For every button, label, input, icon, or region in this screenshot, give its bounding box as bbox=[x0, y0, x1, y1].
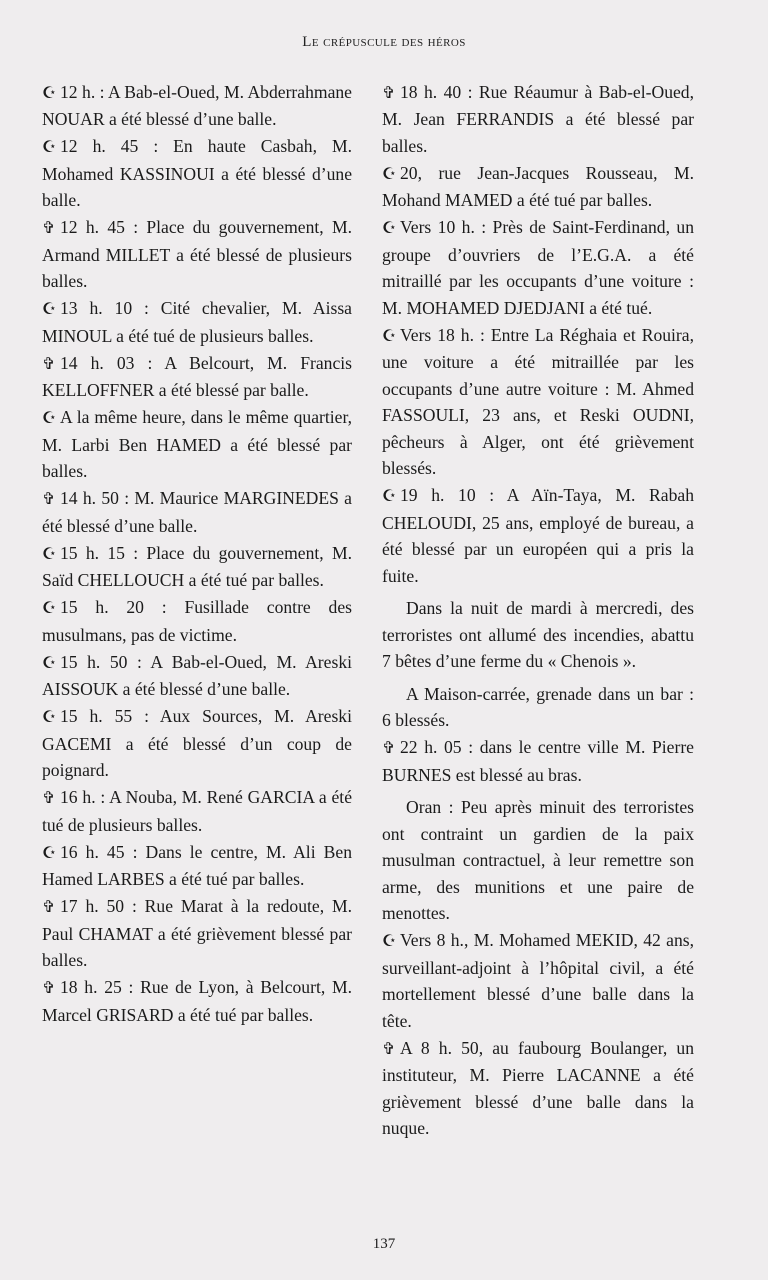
cross-icon: ✞ bbox=[42, 489, 56, 508]
event-entry bbox=[42, 594, 352, 648]
event-entry bbox=[42, 404, 352, 485]
right-column bbox=[382, 78, 694, 1142]
running-header: Le crépuscule des héros bbox=[302, 34, 466, 50]
entry-text: 16 h. 45 : Dans le centre, M. Ali Ben Hamed LARBES a été tué par balles. bbox=[42, 841, 352, 889]
entry-text: 15 h. 55 : Aux Sources, M. Areski GACEMI a été blessé d’un coup de poignard. bbox=[42, 706, 352, 780]
crescent-icon: ☪ bbox=[42, 652, 57, 672]
page-number: 137 bbox=[372, 1236, 396, 1252]
event-entry bbox=[42, 133, 352, 214]
crescent-icon: ☪ bbox=[382, 218, 397, 237]
cross-icon: ✞ bbox=[42, 897, 56, 916]
cross-icon: ✞ bbox=[42, 788, 56, 807]
entry-text: 18 h. 40 : Rue Réaumur à Bab-el-Oued, M. Jean FERRANDIS a été blessé par balles. bbox=[382, 81, 694, 156]
crescent-icon: ☪ bbox=[42, 82, 57, 102]
crescent-icon: ☪ bbox=[42, 598, 57, 617]
event-entry bbox=[42, 485, 352, 539]
text-paragraph bbox=[382, 794, 694, 927]
entry-text: A Maison-carrée, grenade dans un bar : 6 blessés. bbox=[382, 683, 694, 730]
cross-icon: ✞ bbox=[42, 218, 56, 237]
cross-icon: ✞ bbox=[42, 353, 56, 373]
event-entry bbox=[42, 79, 352, 133]
crescent-icon: ☪ bbox=[42, 408, 57, 427]
cross-icon: ✞ bbox=[382, 82, 396, 102]
entry-text: 16 h. : A Nouba, M. René GARCIA a été tué de plusieurs balles. bbox=[42, 787, 352, 835]
entry-text: 15 h. 50 : A Bab-el-Oued, M. Areski AISSOUK a été blessé d’une balle. bbox=[42, 651, 352, 699]
event-entry bbox=[42, 703, 352, 784]
event-entry bbox=[42, 649, 352, 703]
entry-text: 22 h. 05 : dans le centre ville M. Pierre BURNES est blessé au bras. bbox=[382, 737, 694, 785]
entry-text: Vers 8 h., M. Mohamed MEKID, 42 ans, surveillant-adjoint à l’hôpital civil, a été mortellement blessé d’une balle dans la tête. bbox=[382, 930, 694, 1031]
entry-text: 14 h. 03 : A Belcourt, M. Francis KELLOFFNER a été blessé par balle. bbox=[42, 352, 352, 400]
crescent-icon: ☪ bbox=[42, 707, 57, 726]
event-entry bbox=[382, 1035, 694, 1142]
entry-text: 20, rue Jean-Jacques Rousseau, M. Mohand MAMED a été tué par balles. bbox=[382, 162, 694, 210]
crescent-icon: ☪ bbox=[382, 163, 397, 183]
cross-icon: ✞ bbox=[382, 738, 396, 757]
entry-text: 17 h. 50 : Rue Marat à la redoute, M. Paul CHAMAT a été grièvement blessé par balles. bbox=[42, 896, 352, 970]
entry-text: 12 h. 45 : Place du gouvernement, M. Armand MILLET a été blessé de plusieurs balles. bbox=[42, 217, 352, 291]
event-entry bbox=[382, 214, 694, 321]
entry-text: 15 h. 20 : Fusillade contre des musulmans, pas de victime. bbox=[42, 597, 352, 645]
event-entry bbox=[42, 839, 352, 893]
event-entry bbox=[382, 160, 694, 214]
cross-icon: ✞ bbox=[382, 1038, 396, 1058]
text-paragraph bbox=[382, 681, 694, 734]
event-entry bbox=[42, 784, 352, 838]
event-entry bbox=[382, 482, 694, 589]
crescent-icon: ☪ bbox=[382, 486, 397, 505]
event-entry bbox=[382, 734, 694, 788]
crescent-icon: ☪ bbox=[42, 299, 57, 318]
event-entry bbox=[382, 322, 694, 482]
entry-text: A la même heure, dans le même quartier, M. Larbi Ben HAMED a été blessé par balles. bbox=[42, 407, 352, 481]
event-entry bbox=[382, 79, 694, 160]
entry-text: Vers 18 h. : Entre La Réghaia et Rouira, une voiture a été mitraillée par les occupants d’une autre voiture : M. Ahmed FASSOULI, 23 ans, et Reski OUDNI, pêcheurs à Alger, ont été grièvement blessés. bbox=[382, 324, 694, 478]
entry-text: Dans la nuit de mardi à mercredi, des terroristes ont allumé des incendies, abattu 7 bêtes d’une ferme du « Chenois ». bbox=[382, 598, 694, 671]
crescent-icon: ☪ bbox=[42, 842, 57, 862]
entry-text: 19 h. 10 : A Aïn-Taya, M. Rabah CHELOUDI, 25 ans, employé de bureau, a été blessé par un européen qui a pris la fuite. bbox=[382, 485, 694, 586]
crescent-icon: ☪ bbox=[42, 137, 57, 156]
event-entry bbox=[42, 350, 352, 404]
event-entry bbox=[42, 295, 352, 349]
cross-icon: ✞ bbox=[42, 978, 56, 997]
text-paragraph bbox=[382, 595, 694, 675]
entry-text: 12 h. 45 : En haute Casbah, M. Mohamed KASSINOUI a été blessé d’une balle. bbox=[42, 136, 352, 210]
entry-text: 13 h. 10 : Cité chevalier, M. Aissa MINOUL a été tué de plusieurs balles. bbox=[42, 298, 352, 346]
crescent-icon: ☪ bbox=[382, 325, 397, 345]
entry-text: 18 h. 25 : Rue de Lyon, à Belcourt, M. Marcel GRISARD a été tué par balles. bbox=[42, 977, 352, 1025]
event-entry bbox=[42, 540, 352, 594]
entry-text: 14 h. 50 : M. Maurice MARGINEDES a été blessé d’une balle. bbox=[42, 488, 352, 536]
event-entry bbox=[42, 893, 352, 974]
crescent-icon: ☪ bbox=[42, 543, 57, 563]
entry-text: 15 h. 15 : Place du gouvernement, M. Saïd CHELLOUCH a été tué par balles. bbox=[42, 542, 352, 590]
entry-text: Oran : Peu après minuit des terroristes ont contraint un gardien de la paix musulman contractuel, à leur remettre son arme, des munitions et une paire de menottes. bbox=[382, 797, 694, 923]
entry-text: Vers 10 h. : Près de Saint-Ferdinand, un groupe d’ouvriers de l’E.G.A. a été mitraillé par les occupants d’une voiture : M. MOHAMED DJEDJANI a été tué. bbox=[382, 217, 694, 318]
event-entry bbox=[42, 214, 352, 295]
entry-text: 12 h. : A Bab-el-Oued, M. Abderrahmane NOUAR a été blessé d’une balle. bbox=[42, 81, 352, 129]
event-entry bbox=[42, 974, 352, 1028]
event-entry bbox=[382, 927, 694, 1034]
left-column bbox=[42, 78, 352, 1028]
crescent-icon: ☪ bbox=[382, 931, 397, 950]
entry-text: A 8 h. 50, au faubourg Boulanger, un instituteur, M. Pierre LACANNE a été grièvement blessé d’une balle dans la nuque. bbox=[382, 1037, 694, 1138]
